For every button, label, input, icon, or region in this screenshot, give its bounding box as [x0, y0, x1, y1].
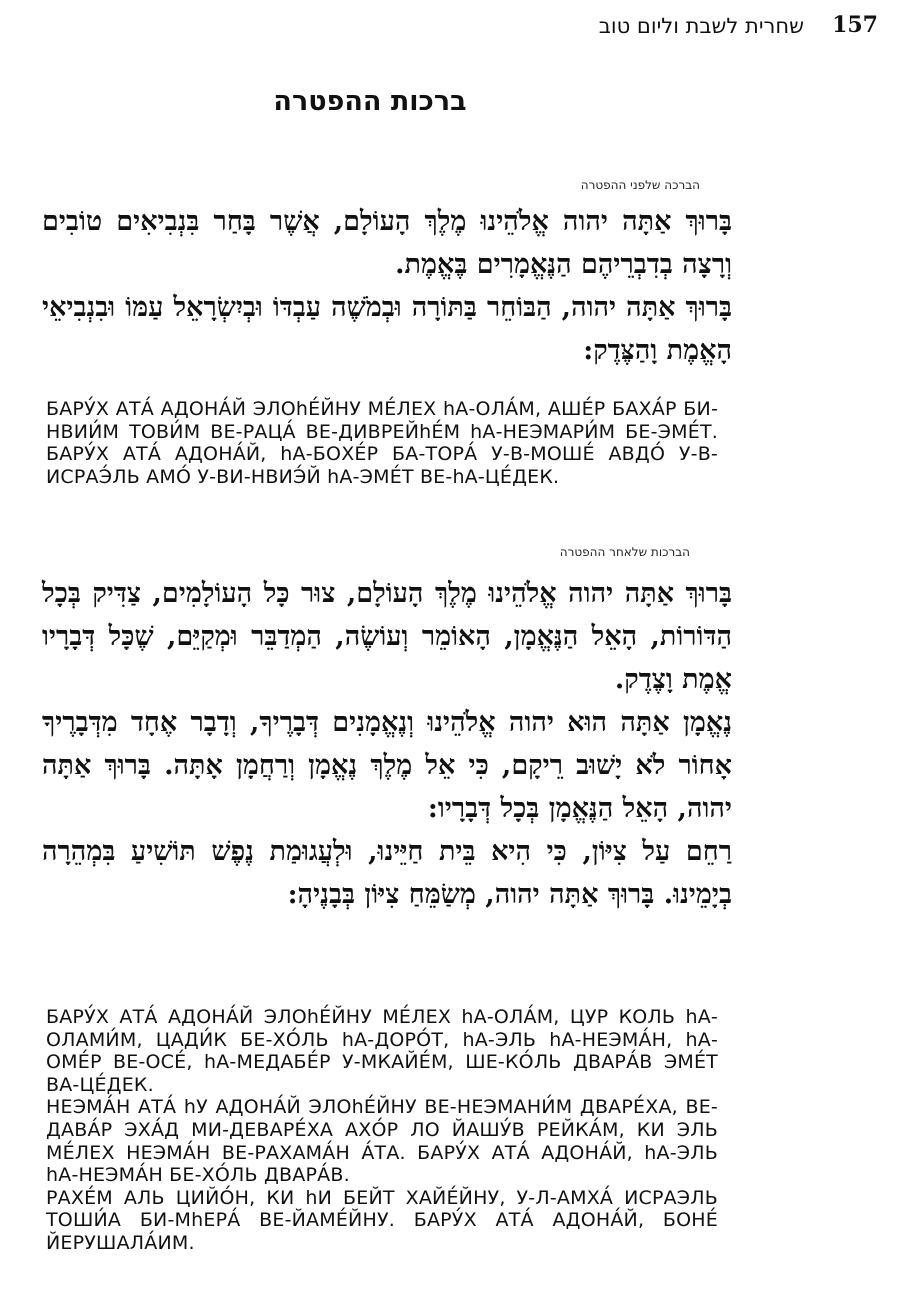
running-title: שחרית לשבת וליום טוב [598, 14, 804, 38]
hebrew-blessing-before [42, 200, 732, 372]
page-number: 157 [832, 12, 878, 38]
running-header [40, 12, 878, 46]
section-title: ברכות ההפטרה [273, 86, 467, 117]
hebrew-paragraph: בָּרוּךְ אַתָּה יהוה, הַבּוֹחֵר בַּתּוֹרָה וּבְמֹשֶׁה עַבְדּוֹ וּבְיִשְׂרָאֵל עַמּוֹ וּבִנְבִיאֵי הָאֱמֶת וָהַצֶּדֶק: [42, 292, 732, 366]
subheading-after-haftarah: הברכות שלאחר ההפטרה [559, 545, 690, 559]
transliteration-paragraph: БАРУ́Х АТА́ АДОНА́Й ЭЛОhЕ́ЙНУ МЕ́ЛЕХ hА-ОЛА́М, ЦУР КОЛЬ hА-ОЛАМИ́М, ЦАДИ́К БЕ-ХО́ЛЬ hА-ДОРО́Т, hА-ЭЛЬ hА-НЕЭМА́Н, hА-ОМЕ́Р ВЕ-ОСЕ́, hА-МЕДАБЕ́Р У-МКАЙЕ́М, ШЕ-КО́ЛЬ ДВАРА́В ЭМЕ́Т ВА-ЦЕ́ДЕК. [46, 1006, 718, 1096]
transliteration-after [46, 1006, 718, 1255]
transliteration-paragraph: РАХЕ́М АЛЬ ЦИЙО́Н, КИ hИ БЕЙТ ХАЙЕ́ЙНУ, У-Л-АМХА́ ИСРАЭЛЬ ТОШИ́А БИ-МhЕРА́ ВЕ-ЙАМЕ́ЙНУ. БАРУ́Х АТА́ АДОНА́Й, БОНЕ́ ЙЕРУШАЛА́ИМ. [46, 1186, 718, 1254]
hebrew-blessings-after [42, 572, 732, 916]
hebrew-paragraph: בָּרוּךְ אַתָּה יהוה אֱלֹהֵינוּ מֶלֶךְ הָעוֹלָם, צוּר כָּל הָעוֹלָמִים, צַדִּיק בְּכָל הַדּוֹרוֹת, הָאֵל הַנֶּאֱמָן, הָאוֹמֵר וְעוֹשֶׂה, הַמְדַבֵּר וּמְקַיֵּם, שֶׁכָּל דְּבָרָיו אֱמֶת וָצֶדֶק. [42, 578, 732, 695]
hebrew-paragraph: נֶאֱמָן אַתָּה הוּא יהוה אֱלֹהֵינוּ וְנֶאֱמָנִים דְּבָרֶיךָ, וְדָבָר אֶחָד מִדְּבָרֶיךָ אָחוֹר לֹא יָשׁוּב רֵיקָם, כִּי אֵל מֶלֶךְ נֶאֱמָן וְרַחֲמָן אָתָּה. בָּרוּךְ אַתָּה יהוה, הָאֵל הַנֶּאֱמָן בְּכָל דְּבָרָיו: [42, 707, 732, 824]
transliteration-before [46, 398, 718, 488]
hebrew-paragraph: רַחֵם עַל צִיּוֹן, כִּי הִיא בֵּית חַיֵּינוּ, וּלְעֲגוּמַת נֶפֶשׁ תּוֹשִׁיעַ בִּמְהֵרָה בְיָמֵינוּ. בָּרוּךְ אַתָּה יהוה, מְשַׂמֵּחַ צִיּוֹן בְּבָנֶיהָ: [42, 836, 732, 910]
transliteration-paragraph: НЕЭМА́Н АТА́ hУ АДОНА́Й ЭЛОhЕ́ЙНУ ВЕ-НЕЭМАНИ́М ДВАРЕ́ХА, ВЕ-ДАВА́Р ЭХА́Д МИ-ДЕВАРЕ́ХА АХО́Р ЛО ЙАШУ́В РЕЙКА́М, КИ ЭЛЬ МЕ́ЛЕХ НЕЭМА́Н ВЕ-РАХАМА́Н А́ТА. БАРУ́Х АТА́ АДОНА́Й, hА-ЭЛЬ hА-НЕЭМА́Н БЕ-ХО́ЛЬ ДВАРА́В. [46, 1096, 718, 1187]
transliteration-paragraph: БАРУ́Х АТА́ АДОНА́Й ЭЛОhЕ́ЙНУ МЕ́ЛЕХ hА-ОЛА́М, АШЕ́Р БАХА́Р БИ-НВИИ́М ТОВИ́М ВЕ-РАЦА́ ВЕ-ДИВРЕЙhЕ́М hА-НЕЭМАРИ́М БЕ-ЭМЕ́Т. БАРУ́Х АТА́ АДОНА́Й, hА-БОХЕ́Р БА-ТОРА́ У-В-МОШЕ́ АВДО́ У-В-ИСРАЭ́ЛЬ АМО́ У-ВИ-НВИЭ́Й hА-ЭМЕ́Т ВЕ-hА-ЦЕ́ДЕК. [46, 398, 718, 488]
subheading-before-haftarah: הברכה שלפני ההפטרה [580, 178, 700, 192]
hebrew-paragraph: בָּרוּךְ אַתָּה יהוה אֱלֹהֵינוּ מֶלֶךְ הָעוֹלָם, אֲשֶׁר בָּחַר בִּנְבִיאִים טוֹבִים וְרָצָה בְדִבְרֵיהֶם הַנֶּאֱמָרִים בֶּאֱמֶת. [42, 206, 732, 280]
